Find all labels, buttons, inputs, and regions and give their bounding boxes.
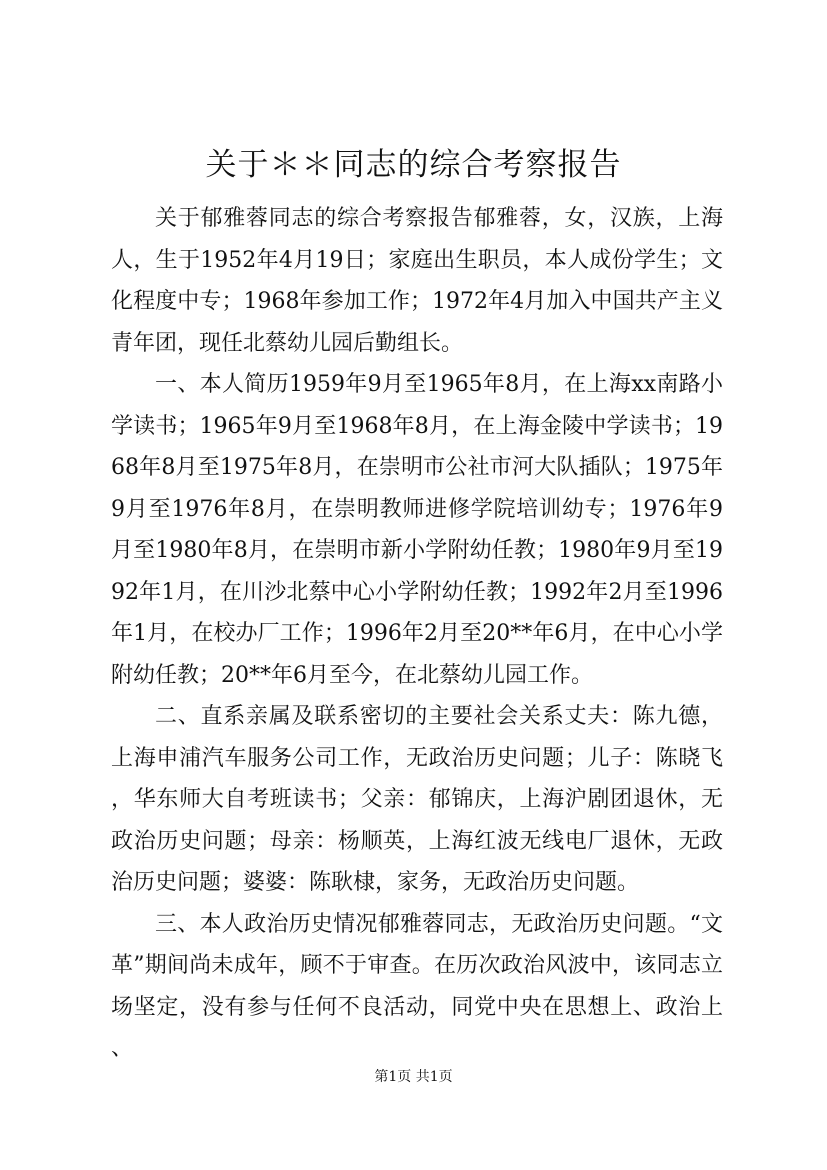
paragraph-intro: 关于郁雅蓉同志的综合考察报告郁雅蓉，女，汉族，上海人，生于1952年4月19日；家庭出生职员，本人成份学生；文化程度中专；1968年参加工作；1972年4月加入中国共产主义青年团，现任北蔡幼儿园后勤组长。 (111, 206, 723, 356)
document-title: 关于＊＊同志的综合考察报告 (205, 147, 622, 183)
document-body (111, 198, 723, 1070)
paragraph-relatives: 二、直系亲属及联系密切的主要社会关系丈夫：陈九德，上海申浦汽车服务公司工作，无政治历史问题；儿子：陈晓飞，华东师大自考班读书；父亲：郁锦庆，上海沪剧团退休，无政治历史问题；母亲：杨顺英，上海红波无线电厂退休，无政治历史问题；婆婆：陈耿棣，家务，无政治历史问题。 (111, 704, 723, 895)
page-number-footer: 第1页 共1页 (374, 1069, 453, 1085)
paragraph-political-history: 三、本人政治历史情况郁雅蓉同志，无政治历史问题。“文革”期间尚未成年，顾不于审查。在历次政治风波中，该同志立场坚定，没有参与任何不良活动，同党中央在思想上、政治上、 (111, 911, 723, 1061)
paragraph-resume: 一、本人简历1959年9月至1965年8月，在上海xx南路小学读书；1965年9月至1968年8月，在上海金陵中学读书；1968年8月至1975年8月，在崇明市公社市河大队插队；1975年9月至1976年8月，在崇明教师进修学院培训幼专；1976年9月至1980年8月，在崇明市新小学附幼任教；1980年9月至1992年1月，在川沙北蔡中心小学附幼任教；1992年2月至1996年1月，在校办厂工作；1996年2月至20**年6月，在中心小学附幼任教；20**年6月至今，在北蔡幼儿园工作。 (111, 372, 723, 688)
